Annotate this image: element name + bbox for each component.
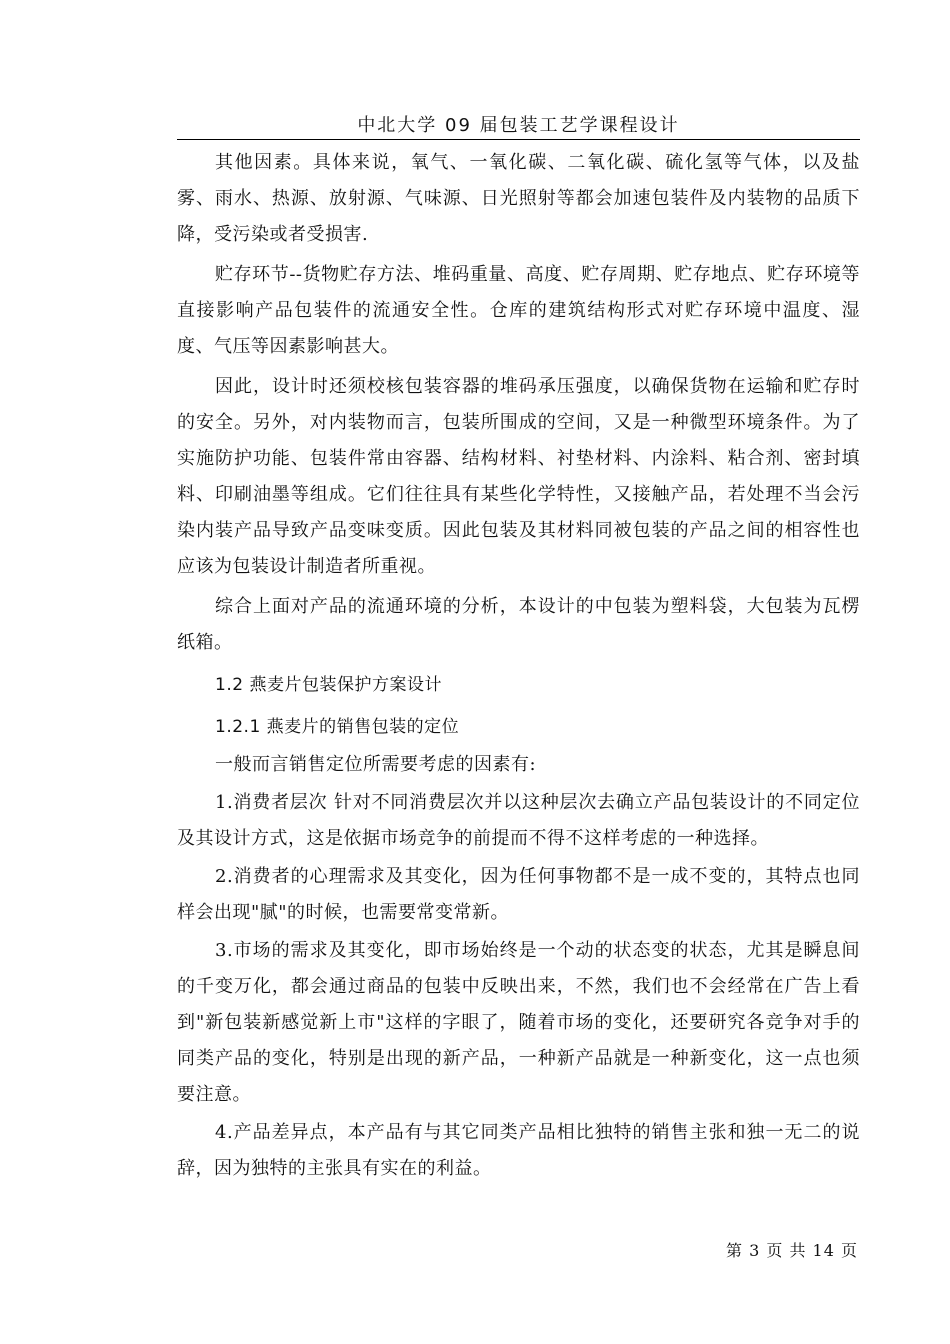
paragraph-other-factors: 其他因素。具体来说，氧气、一氧化碳、二氧化碳、硫化氢等气体，以及盐雾、雨水、热源、放射源、气味源、日光照射等都会加速包装件及内装物的品质下降，受污染或者受损害. bbox=[177, 152, 860, 245]
section-heading-1-2-1: 1.2.1 燕麦片的销售包装的定位 bbox=[215, 717, 460, 737]
paragraph-storage: 贮存环节--货物贮存方法、堆码重量、高度、贮存周期、贮存地点、贮存环境等直接影响产品包装件的流通安全性。仓库的建筑结构形式对贮存环境中温度、湿度、气压等因素影响甚大。 bbox=[177, 264, 860, 357]
paragraph-item-2: 2.消费者的心理需求及其变化，因为任何事物都不是一成不变的，其特点也同样会出现"腻"的时候，也需要常变常新。 bbox=[177, 866, 860, 923]
page-footer-number: 第 3 页 共 14 页 bbox=[726, 1241, 858, 1260]
paragraph-design-check: 因此，设计时还须校核包装容器的堆码承压强度，以确保货物在运输和贮存时的安全。另外，对内装物而言，包装所围成的空间，又是一种微型环境条件。为了实施防护功能、包装件常由容器、结构材料、衬垫材料、内涂料、粘合剂、密封填料、印刷油墨等组成。它们往往具有某些化学特性，又接触产品，若处理不当会污染内装产品导致产品变味变质。因此包装及其材料同被包装的产品之间的相容性也应该为包装设计制造者所重视。 bbox=[177, 376, 860, 577]
header-divider bbox=[177, 139, 860, 140]
paragraph-item-4: 4.产品差异点，本产品有与其它同类产品相比独特的销售主张和独一无二的说辞，因为独特的主张具有实在的利益。 bbox=[177, 1122, 860, 1179]
document-body bbox=[177, 145, 860, 1187]
paragraph-item-3: 3.市场的需求及其变化，即市场始终是一个动的状态变的状态，尤其是瞬息间的千变万化，都会通过商品的包装中反映出来，不然，我们也不会经常在广告上看到"新包装新感觉新上市"这样的字眼了，随着市场的变化，还要研究各竞争对手的同类产品的变化，特别是出现的新产品，一种新产品就是一种新变化，这一点也须要注意。 bbox=[177, 940, 860, 1105]
paragraph-item-1: 1.消费者层次 针对不同消费层次并以这种层次去确立产品包装设计的不同定位及其设计方式，这是依据市场竞争的前提而不得不这样考虑的一种选择。 bbox=[177, 792, 860, 849]
page-header-title: 中北大学 09 届包装工艺学课程设计 bbox=[357, 115, 680, 136]
paragraph-summary: 综合上面对产品的流通环境的分析，本设计的中包装为塑料袋，大包装为瓦楞纸箱。 bbox=[177, 596, 860, 653]
paragraph-factors-intro: 一般而言销售定位所需要考虑的因素有: bbox=[215, 754, 537, 775]
section-heading-1-2: 1.2 燕麦片包装保护方案设计 bbox=[215, 675, 442, 695]
